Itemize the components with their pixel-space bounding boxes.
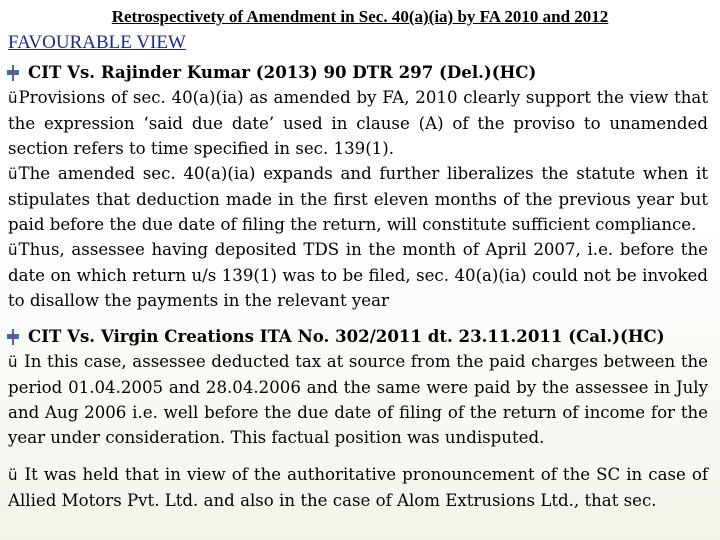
checkmark-icon: ü — [8, 353, 18, 371]
document-body — [8, 60, 708, 513]
case-heading-1 — [8, 60, 708, 85]
pin-bullet-icon — [8, 327, 28, 347]
case1-point-3: üThus, assessee having deposited TDS in the month of April 2007, i.e. before the date on which return u/s 139(1) was to be filed, sec. 40(a)(ia) could not be invoked to disallow the payments in the relevant year — [8, 240, 708, 310]
case2-point-1: ü In this case, assessee deducted tax at source from the paid charges between the period 01.04.2005 and 28.04.2006 and the same were paid by the assessee in July and Aug 2006 i.e. well before the due date of filing of the return of income for the year under consideration. This factual position was undisputed. — [8, 352, 708, 447]
section-subtitle: FAVOURABLE VIEW — [8, 32, 186, 53]
case-heading-2 — [8, 324, 708, 349]
case-heading-2-text: CIT Vs. Virgin Creations ITA No. 302/2011 dt. 23.11.2011 (Cal.)(HC) — [28, 326, 665, 346]
case1-point-1: üProvisions of sec. 40(a)(ia) as amended by FA, 2010 clearly support the view that the expression ‘said due date’ used in clause (A) of the proviso to unamended section refers to time specified in sec. 139(1). — [8, 88, 708, 158]
pin-bullet-icon — [8, 63, 28, 83]
case1-point-2: üThe amended sec. 40(a)(ia) expands and further liberalizes the statute when it stipulates that deduction made in the first eleven months of the previous year but paid before the due date of filing the return, will constitute sufficient compliance. — [8, 164, 708, 234]
case2-point-2: ü It was held that in view of the authoritative pronouncement of the SC in case of Allied Motors Pvt. Ltd. and also in the case of Alom Extrusions Ltd., that sec. — [8, 465, 708, 510]
case-heading-1-text: CIT Vs. Rajinder Kumar (2013) 90 DTR 297 (Del.)(HC) — [28, 62, 537, 82]
checkmark-icon: ü — [8, 165, 18, 183]
checkmark-icon: ü — [8, 241, 18, 259]
checkmark-icon: ü — [8, 89, 18, 107]
page-title: Retrospectivety of Amendment in Sec. 40(a)(ia) by FA 2010 and 2012 — [111, 7, 609, 26]
checkmark-icon: ü — [8, 466, 18, 484]
